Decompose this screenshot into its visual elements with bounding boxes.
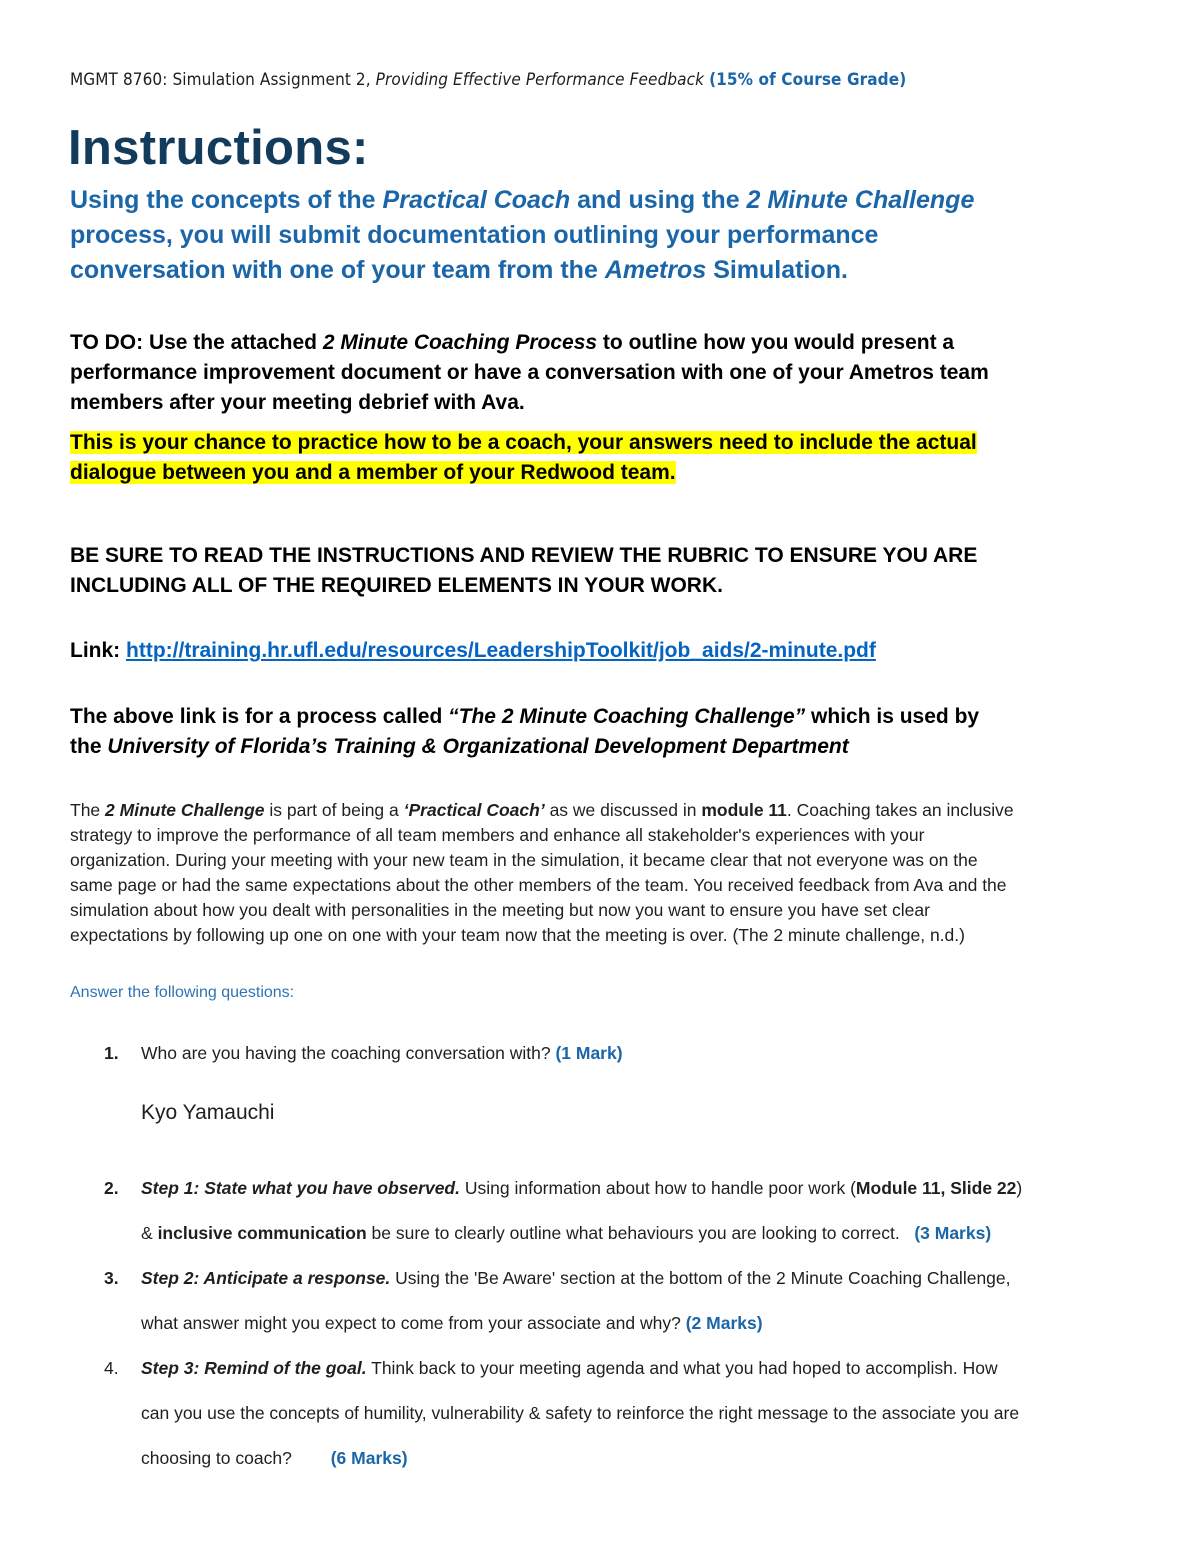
paragraph-text: as we discussed in bbox=[549, 800, 697, 820]
question-4-line-3 bbox=[141, 1448, 408, 1469]
todo-text: TO DO: Use the attached bbox=[70, 331, 317, 354]
paragraph-text: . Coaching takes an inclusive bbox=[786, 800, 1014, 820]
question-step: Step 2: Anticipate a response. bbox=[141, 1268, 391, 1288]
question-number: 4. bbox=[104, 1358, 119, 1378]
lead-line-1 bbox=[70, 186, 974, 215]
question-step: Step 3: Remind of the goal. bbox=[141, 1358, 367, 1378]
paragraph-line-1 bbox=[70, 800, 1014, 821]
lead-text: Simulation. bbox=[713, 256, 848, 284]
question-marks: (2 Marks) bbox=[685, 1313, 763, 1333]
caps-line-2: INCLUDING ALL OF THE REQUIRED ELEMENTS IN YOUR WORK. bbox=[70, 574, 723, 597]
question-number: 2. bbox=[104, 1178, 119, 1198]
page-title: Instructions: bbox=[68, 121, 369, 175]
question-3-line-1 bbox=[141, 1268, 1011, 1289]
answer-1: Kyo Yamauchi bbox=[141, 1101, 275, 1124]
process-line-1 bbox=[70, 705, 979, 729]
question-1 bbox=[141, 1043, 623, 1064]
paragraph-line-4: same page or had the same expectations about the other members of the team. You received feedback from Ava and the bbox=[70, 875, 1007, 895]
coaching-process-link[interactable]: http://training.hr.ufl.edu/resources/LeadershipToolkit/job_aids/2-minute.pdf bbox=[126, 639, 876, 662]
question-4-line-1 bbox=[141, 1358, 998, 1379]
question-2-line-2 bbox=[141, 1223, 991, 1244]
question-marks: (3 Marks) bbox=[914, 1223, 992, 1243]
question-number: 1. bbox=[104, 1043, 119, 1063]
question-text: be sure to clearly outline what behaviours you are looking to correct. bbox=[371, 1223, 900, 1243]
todo-process-name: 2 Minute Coaching Process bbox=[322, 331, 598, 354]
question-text: & bbox=[141, 1223, 153, 1243]
process-text: the bbox=[70, 735, 102, 758]
paragraph-text: is part of being a bbox=[269, 800, 399, 820]
question-text: what answer might you expect to come from your associate and why? bbox=[141, 1313, 681, 1333]
question-marks: (1 Mark) bbox=[555, 1043, 623, 1063]
lead-2-minute-challenge: 2 Minute Challenge bbox=[746, 186, 975, 214]
paragraph-line-5: simulation about how you dealt with personalities in the meeting but now you want to ensure you have set clear bbox=[70, 900, 930, 920]
paragraph-line-2: strategy to improve the performance of all team members and enhance all stakeholder's experiences with your bbox=[70, 825, 925, 845]
answer-heading: Answer the following questions: bbox=[70, 984, 295, 1001]
question-text: ) bbox=[1016, 1178, 1023, 1198]
process-text: The above link is for a process called bbox=[70, 705, 443, 728]
highlighted-text: dialogue between you and a member of your Redwood team. bbox=[70, 461, 676, 484]
lead-line-3 bbox=[70, 256, 848, 285]
lead-text: and using the bbox=[577, 186, 740, 214]
question-3-line-2 bbox=[141, 1313, 763, 1334]
link-label: Link: bbox=[70, 639, 121, 662]
link-line bbox=[70, 639, 876, 663]
lead-line-2: process, you will submit documentation outlining your performance bbox=[70, 221, 879, 249]
todo-line-3: members after your meeting debrief with Ava. bbox=[70, 391, 525, 414]
highlight-line-2 bbox=[70, 461, 676, 485]
question-text: Who are you having the coaching conversation with? bbox=[141, 1043, 551, 1063]
lead-ametros: Ametros bbox=[604, 256, 707, 284]
lead-practical-coach: Practical Coach bbox=[382, 186, 571, 214]
department-name: University of Florida’s Training & Organizational Development Department bbox=[107, 735, 849, 758]
document-header bbox=[70, 70, 906, 90]
highlight-line-1 bbox=[70, 431, 977, 455]
process-name: “The 2 Minute Coaching Challenge” bbox=[448, 705, 806, 728]
paragraph-line-3: organization. During your meeting with your new team in the simulation, it became clear that not everyone was on the bbox=[70, 850, 978, 870]
question-4-line-2: can you use the concepts of humility, vulnerability & safety to reinforce the right message to the associate you are bbox=[141, 1403, 1020, 1423]
todo-line-1 bbox=[70, 331, 954, 355]
paragraph-text: The bbox=[70, 800, 101, 820]
assignment-title: Providing Effective Performance Feedback bbox=[375, 70, 705, 90]
todo-line-2: performance improvement document or have a conversation with one of your Ametros team bbox=[70, 361, 989, 384]
process-line-2 bbox=[70, 735, 849, 759]
paragraph-line-6: expectations by following up one on one with your team now that the meeting is over. (The 2 minute challenge, n.d.) bbox=[70, 925, 965, 945]
process-text: which is used by bbox=[811, 705, 980, 728]
question-text: Using information about how to handle poor work ( bbox=[464, 1178, 856, 1198]
question-marks: (6 Marks) bbox=[330, 1448, 408, 1468]
question-number: 3. bbox=[104, 1268, 119, 1288]
question-reference: inclusive communication bbox=[157, 1223, 367, 1243]
highlighted-text: This is your chance to practice how to be a coach, your answers need to include the actual bbox=[70, 431, 977, 454]
question-step: Step 1: State what you have observed. bbox=[141, 1178, 460, 1198]
question-text: Using the 'Be Aware' section at the bottom of the 2 Minute Coaching Challenge, bbox=[395, 1268, 1011, 1288]
question-text: choosing to coach? bbox=[141, 1448, 292, 1468]
question-text: Think back to your meeting agenda and what you had hoped to accomplish. How bbox=[371, 1358, 998, 1378]
paragraph-module: module 11 bbox=[701, 800, 787, 820]
course-title: MGMT 8760: Simulation Assignment 2, bbox=[70, 70, 371, 90]
paragraph-emphasis: 2 Minute Challenge bbox=[105, 800, 265, 820]
todo-text: to outline how you would present a bbox=[602, 331, 955, 354]
grade-weight: (15% of Course Grade) bbox=[709, 70, 907, 90]
question-2-line-1 bbox=[141, 1178, 1022, 1199]
paragraph-emphasis: ‘Practical Coach’ bbox=[403, 800, 545, 820]
question-reference: Module 11, Slide 22 bbox=[855, 1178, 1017, 1198]
caps-line-1: BE SURE TO READ THE INSTRUCTIONS AND REVIEW THE RUBRIC TO ENSURE YOU ARE bbox=[70, 544, 978, 567]
lead-text: Using the concepts of the bbox=[70, 186, 376, 214]
lead-text: conversation with one of your team from the bbox=[70, 256, 598, 284]
